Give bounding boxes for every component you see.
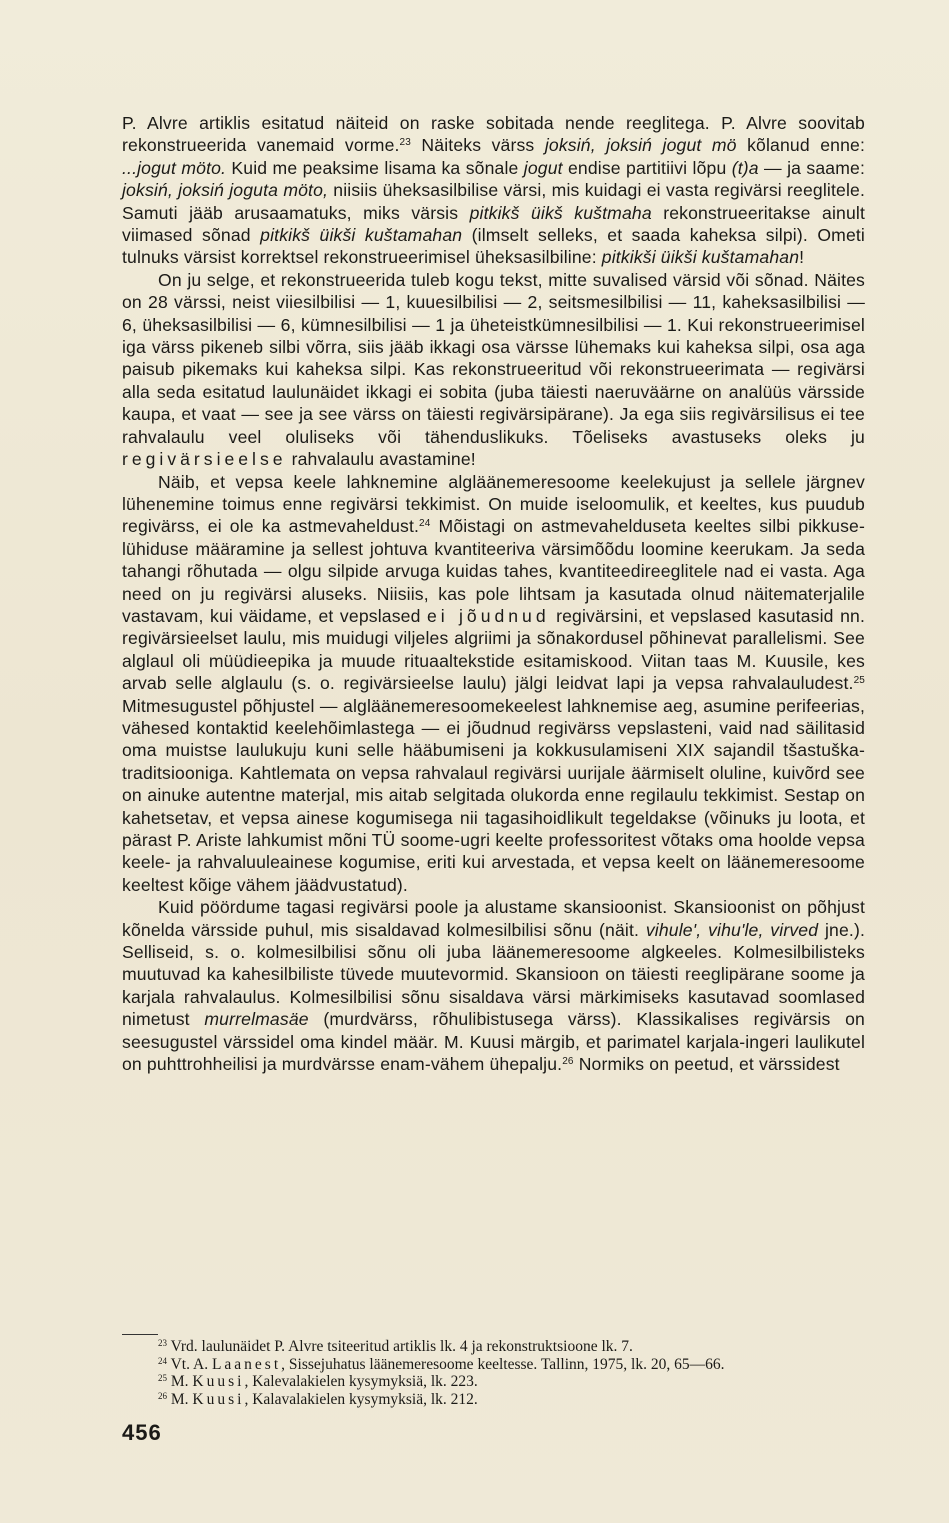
page-number: 456 [122,1420,162,1445]
footnote-ref-26: 26 [562,1056,574,1068]
footnotes [122,1338,865,1408]
paragraph-1: P. Alvre artiklis esitatud näiteid on raske sobitada nende reeglitega. P. Alvre soovitab rekonstrueerida vanemaid vorme.$^{23}$ Näiteks värss joksiń, joksiń jogut mö kõlanud enne: ...jogut möto. Kuid me peaksime lisama ka sõnale jogut endise partitiivi lõpu (t)a — ja saame: joksiń, joksiń joguta möto, niisiis üheksasilbilise värsi, mis kuidagi ei vasta regivärsi reeglitele. Samuti jääb arusaamatuks, miks värsis pitkikš üikš kuštmaha rekonstrueeritakse ainult viimased sõnad pitkikš üikši kuštamahan (ilmselt selleks, et saada kaheksa silpi). Ometi tulnuks värsist korrektsel rekonstrueerimisel üheksasilbiline: pitkikši üikši kuštamahan! [122,113,866,268]
footnote-ref-23: 23 [399,137,411,149]
footnote-ref-25: 25 [853,675,865,687]
paragraph-3: Näib, et vepsa keele lahknemine algläänemeresoome keelekujust ja sellele järgnev lühenemine toimus enne regivärsi tekkimist. On muide iseloomulik, et keeltes, kus puudub regivärss, ei ole ka astmevaheldust.$^{24}$ Mõistagi on astmevahelduseta keeltes silbi pikkuse-lühiduse määramine ja sellest johtuva kvantiteeriva värsimõõdu loomine keerukam. Ja seda tahangi rõhutada — olgu silpide arvuga kuidas tahes, kvantiteedireeglitele nad ei vasta. Aga need on ju regivärsi aluseks. Niisiis, kas pole lihtsam ja kasutada olnud näitematerjalile vastavam, kui väidame, et vepslased ei jõudnud regivärsini, et vepslased kasutasid nn. regivärsieelset laulu, mis muidugi viljeles algriimi ja sõnakordusel põhinevat parallelismi. See alglaul oli müüdieepika ja muude rituaaltekstide esitamiskood. Viitan taas M. Kuusile, kes arvab selle alglaulu (s. o. regivärsieelse laulu) jälgi leidvat lapi ja vepsa rahvalauludest.$^{25}$ Mitmesugustel põhjustel — algläänemeresoomekeelest lahknemise aeg, asumine perifeerias, vähesed kontaktid keelehõimlastega — ei jõudnud regivärss vepslasteni, vaid nad säilitasid oma muistse laulukuju kuni selle hääbumiseni ja kokkusulamiseni XIX sajandil tšastuška-traditsiooniga. Kahtlemata on vepsa rahvalaul regivärsi uurijale äärmiselt oluline, kuivõrd see on ainuke autentne materjal, mis aitab selgitada olukorda enne regilaulu tekkimist. Sestap on kahetsetav, et vepsa ainese kogumisega nii tagasihoidlikult tegeldakse (võinuks ju loota, et pärast P. Ariste lahkumist mõni TÜ soome-ugri keelte professoritest võtaks oma hoolde vepsa keele- ja rahvaluuleainese kogumise, eriti kui arvestada, et vepsa keelt on läänemeresoome keeltest kõige vähem jäädvustatud). [122,471,865,895]
footnote-26: $^{26}$ M. Kuusi, Kalavalakielen kysymyksiä, lk. 212. [158,1390,478,1408]
footnote-25: $^{25}$ M. Kuusi, Kalevalakielen kysymyksiä, lk. 223. [158,1373,478,1391]
paragraph-2: On ju selge, et rekonstrueerida tuleb kogu tekst, mitte suvalised värsid või sõnad. Näites on 28 värssi, neist viiesilbilisi — 1, kuuesilbilisi — 2, seitsmesilbilisi — 11, kaheksasilbilisi — 6, üheksasilbilisi — 6, kümnesilbilisi — 1 ja üheteistkümnesilbilisi — 1. Kui rekonstrueerimisel iga värss pikeneb silbi võrra, siis jääb ikkagi osa värsse lühemaks kui kaheksa silpi, osa aga paisub pikemaks kui kaheksa silpi. Kas rekonstrueeritud või rekonstrueerimata — regivärsi alla seda esitatud laulunäidet ikkagi ei sobita (juba täiesti naeruväärne on analüüs värsside kaupa, et vaat — see ja see värss on täiesti regivärsipärane). Ja ega siis regivärsilisus ei tee rahvalaulu veel oluliseks või tähenduslikuks. Tõeliseks avastuseks oleks ju regivärsieelse rahvalaulu avastamine! [122,269,865,470]
footnote-divider [122,1334,158,1335]
paragraph-4: Kuid pöördume tagasi regivärsi poole ja alustame skansioonist. Skansioonist on põhjust kõnelda värsside puhul, mis sisaldavad kolmesilbilisi sõnu (näit. vihule', vihu'le, virved jne.). Selliseid, s. o. kolmesilbilisi sõnu oli juba läänemeresoome algkeeles. Kolmesilbilisteks muutuvad ka kahesilbiliste tüvede muutevormid. Skansioon on täiesti reeglipärane soome ja karjala rahvalaulus. Kolmesilbilisi sõnu sisaldava värsi märkimiseks kasutavad soomlased nimetust murrelmasäe (murdvärss, rõhulibistusega värss). Klassikalises regivärsis on seesugustel värssidel oma kindel määr. M. Kuusi märgib, et parimatel karjala-ingeri laulikutel on puhttrohheilisi ja murdvärsse enam-vähem ühepalju.$^{26}$ Normiks on peetud, et värssidest [122,897,865,1075]
footnote-ref-24: 24 [419,518,431,530]
footnote-23: $^{23}$ Vrd. laulunäidet P. Alvre tsiteeritud artiklis lk. 4 ja rekonstruktsioone lk. 7. [158,1338,633,1355]
body-text [122,112,865,1075]
footnote-24: $^{24}$ Vt. A. Laanest, Sissejuhatus läänemeresoome keeltesse. Tallinn, 1975, lk. 20, 65—66. [158,1355,725,1373]
